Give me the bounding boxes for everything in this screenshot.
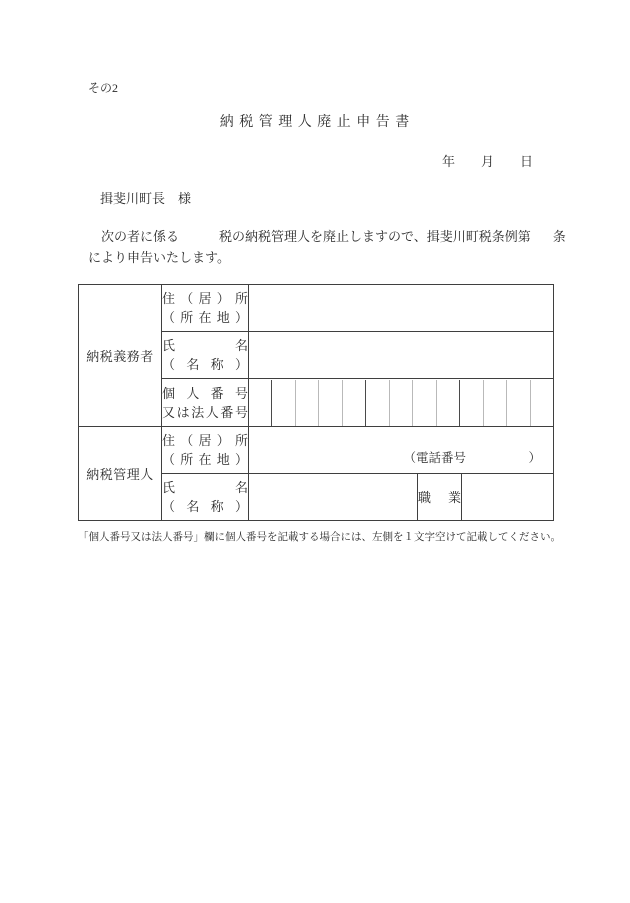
name-label-line1: 氏名: [162, 338, 248, 353]
taxpayer-name-value-cell: [249, 332, 554, 379]
table-row: [79, 285, 554, 332]
page-label: その2: [88, 81, 119, 95]
manager-name-label-cell: [162, 474, 249, 521]
number-digit-box: [437, 380, 460, 426]
addressee-line: 揖斐川町長 様: [100, 191, 192, 206]
phone-number-label: （電話番号 ）: [403, 451, 542, 465]
number-digit-box: [319, 380, 342, 426]
address-label-line2: （所在地）: [162, 310, 248, 325]
number-digit-box: [507, 380, 530, 426]
name-label-line2: （名称）: [162, 499, 248, 514]
name-label-line2: （名称）: [162, 357, 248, 372]
body-line-1: [88, 226, 566, 247]
number-grid: [249, 380, 553, 426]
occupation-value-cell: [462, 474, 554, 521]
number-digit-box: [390, 380, 413, 426]
footnote: 「個人番号又は法人番号」欄に個人番号を記載する場合には、左側を１文字空けて記載してください。: [78, 532, 561, 543]
name-label-line1: 氏名: [162, 480, 248, 495]
body-line-2: により申告いたします。: [88, 250, 230, 265]
address-label-line1: 住（居）所: [162, 433, 248, 448]
number-label-line2: 又は法人番号: [162, 404, 248, 420]
taxpayer-name-label-cell: [162, 332, 249, 379]
number-digit-box: [249, 380, 272, 426]
body-line1-part3: 条: [552, 229, 566, 244]
occupation-label-cell: [418, 474, 462, 521]
address-label-line2: （所在地）: [162, 452, 248, 467]
address-label-line1: 住（居）所: [162, 291, 248, 306]
occupation-label: 職業: [418, 489, 461, 505]
number-digit-box: [272, 380, 295, 426]
number-digit-box: [296, 380, 319, 426]
number-digit-box: [460, 380, 483, 426]
number-digit-box: [366, 380, 389, 426]
number-digit-box: [531, 380, 553, 426]
body-line1-part2: 税の納税管理人を廃止しますので、揖斐川町税条例第: [219, 229, 531, 244]
taxpayer-address-value-cell: [249, 285, 554, 332]
body-paragraph: [88, 226, 566, 268]
date-line: 年 月 日: [441, 154, 533, 169]
number-digit-box: [343, 380, 366, 426]
document-title: 納 税 管 理 人 廃 止 申 告 書: [219, 115, 411, 130]
manager-name-value-cell: [249, 474, 418, 521]
number-grid-cell: [249, 379, 554, 427]
manager-address-value-cell: [249, 427, 554, 474]
number-digit-box: [413, 380, 436, 426]
manager-address-label-cell: [162, 427, 249, 474]
table-row: [79, 427, 554, 474]
body-line1-part1: 次の者に係る: [101, 229, 180, 244]
manager-group-cell: 納税管理人: [79, 427, 162, 521]
number-label-cell: [162, 379, 249, 427]
taxpayer-address-label-cell: [162, 285, 249, 332]
taxpayer-group-cell: 納税義務者: [79, 285, 162, 427]
form-table: [78, 284, 554, 521]
number-digit-box: [484, 380, 507, 426]
number-label-line1: 個人番号: [162, 385, 248, 401]
